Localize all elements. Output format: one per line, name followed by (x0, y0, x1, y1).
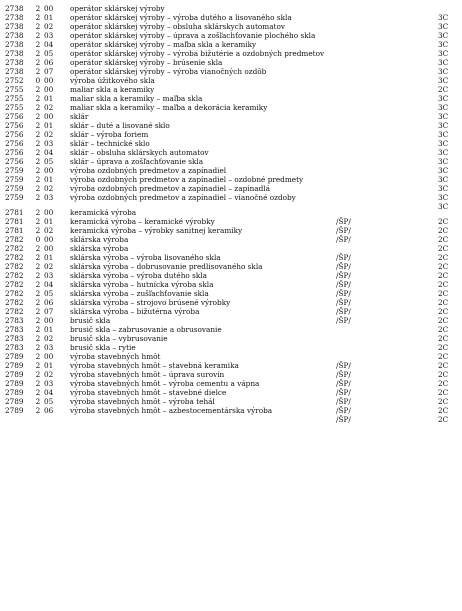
field-name: maliar skla a keramiky – maľba skla (70, 94, 203, 103)
field-name: výroba stavebných hmôt – výroba cementu a vápna (70, 379, 260, 388)
field-digit: 2 (35, 298, 41, 307)
field-code: 2738 (5, 13, 24, 22)
field-name: operátor sklárskej výroby – maľba skla a keramiky (70, 40, 257, 49)
field-subcode: 01 (44, 175, 54, 184)
field-digit: 0 (35, 235, 41, 244)
field-code: 2756 (5, 148, 24, 157)
field-digit: 2 (35, 31, 41, 40)
field-code: 2789 (5, 379, 24, 388)
field-level: 2C (438, 235, 449, 244)
field-code: 2783 (5, 343, 24, 352)
field-digit: 2 (35, 85, 41, 94)
field-code: 2738 (5, 49, 24, 58)
field-subcode: 00 (44, 352, 54, 361)
field-digit: 2 (35, 157, 41, 166)
field-digit: 2 (35, 280, 41, 289)
field-digit: 2 (35, 307, 41, 316)
field-name: operátor sklárskej výroby – úprava a zošľachťovanie plochého skla (70, 31, 316, 40)
field-digit: 2 (35, 4, 41, 13)
field-subcode: 02 (44, 22, 54, 31)
field-name: maliar skla a keramiky – maľba a dekorácia keramiky (70, 103, 268, 112)
field-subcode: 02 (44, 370, 54, 379)
field-subcode: 05 (44, 49, 54, 58)
field-code: 2759 (5, 175, 24, 184)
field-code: 2738 (5, 58, 24, 67)
field-level: 2C (438, 253, 449, 262)
field-level: 3C (438, 112, 449, 121)
field-subcode: 03 (44, 31, 54, 40)
field-digit: 2 (35, 325, 41, 334)
field-subcode: 01 (44, 253, 54, 262)
field-name: sklárska výroba – bižutérna výroba (70, 307, 200, 316)
field-digit: 2 (35, 58, 41, 67)
field-name: operátor sklárskej výroby – výroba bižutérie a ozdobných predmetov (70, 49, 325, 58)
field-level: 2C (438, 280, 449, 289)
field-code: 2738 (5, 67, 24, 76)
field-name: výroba stavebných hmôt – výroba tehál (70, 397, 215, 406)
field-name: brusič skla (70, 316, 111, 325)
field-digit: 2 (35, 94, 41, 103)
field-digit: 2 (35, 244, 41, 253)
field-level: 3C (438, 139, 449, 148)
field-digit: 2 (35, 370, 41, 379)
field-code: 2782 (5, 235, 24, 244)
field-note: /ŠP/ (336, 397, 351, 406)
field-name: sklárska výroba (70, 244, 129, 253)
field-digit: 2 (35, 262, 41, 271)
field-level: 2C (438, 298, 449, 307)
field-name: výroba stavebných hmôt – úprava surovín (70, 370, 225, 379)
field-digit: 2 (35, 103, 41, 112)
field-subcode: 00 (44, 85, 54, 94)
field-subcode: 01 (44, 13, 54, 22)
field-level: 3C (438, 184, 449, 193)
field-code: 2738 (5, 22, 24, 31)
field-digit: 2 (35, 289, 41, 298)
field-subcode: 02 (44, 262, 54, 271)
field-name: sklárska výroba – zušľachťovanie skla (70, 289, 209, 298)
field-level: 2C (438, 343, 449, 352)
field-level: 3C (438, 67, 449, 76)
field-subcode: 06 (44, 406, 54, 415)
field-level: 3C (438, 130, 449, 139)
field-code: 2781 (5, 208, 24, 217)
field-note: /ŠP/ (336, 388, 351, 397)
field-level: 3C (438, 49, 449, 58)
list-item (0, 193, 462, 211)
field-note: /ŠP/ (336, 235, 351, 244)
field-note: /ŠP/ (336, 226, 351, 235)
field-name: výroba ozdobných predmetov a zapínadiel (70, 166, 227, 175)
field-note: /ŠP/ (336, 307, 351, 316)
field-level: 3C (438, 202, 449, 211)
field-name: sklár (70, 112, 89, 121)
field-subcode: 01 (44, 217, 54, 226)
field-level: 3C (438, 31, 449, 40)
field-level: 3C (438, 175, 449, 184)
field-name: sklárska výroba – dobrusovanie predlisovaného skla (70, 262, 263, 271)
field-subcode: 00 (44, 76, 54, 85)
field-digit: 2 (35, 226, 41, 235)
field-subcode: 05 (44, 397, 54, 406)
field-name: sklárska výroba – strojovo brúsené výrobky (70, 298, 231, 307)
field-code: 2783 (5, 316, 24, 325)
field-code: 2782 (5, 280, 24, 289)
field-code: 2789 (5, 388, 24, 397)
field-code: 2789 (5, 361, 24, 370)
field-code: 2756 (5, 130, 24, 139)
field-digit: 2 (35, 334, 41, 343)
field-level: 3C (438, 103, 449, 112)
field-digit: 2 (35, 343, 41, 352)
field-note: /ŠP/ (336, 298, 351, 307)
field-code: 2759 (5, 166, 24, 175)
field-code: 2755 (5, 85, 24, 94)
field-note: /ŠP/ (336, 262, 351, 271)
field-digit: 2 (35, 184, 41, 193)
field-name: výroba úžitkového skla (70, 76, 155, 85)
field-level: 3C (438, 76, 449, 85)
field-code: 2781 (5, 226, 24, 235)
field-code: 2738 (5, 40, 24, 49)
field-note: /ŠP/ (336, 316, 351, 325)
field-digit: 2 (35, 40, 41, 49)
field-level: 2C (438, 244, 449, 253)
field-name: výroba stavebných hmôt – stavebné dielce (70, 388, 227, 397)
field-level: 2C (438, 370, 449, 379)
field-code: 2755 (5, 103, 24, 112)
field-level: 3C (438, 157, 449, 166)
document-list (0, 4, 462, 424)
field-name: sklár – technické sklo (70, 139, 150, 148)
field-digit: 2 (35, 148, 41, 157)
field-code: 2782 (5, 298, 24, 307)
field-code: 2783 (5, 325, 24, 334)
field-subcode: 00 (44, 235, 54, 244)
field-name: operátor sklárskej výroby – brúsenie skla (70, 58, 223, 67)
field-level: 2C (438, 226, 449, 235)
field-code: 2782 (5, 271, 24, 280)
field-name: sklár – obsluha sklárskych automatov (70, 148, 209, 157)
field-note: /ŠP/ (336, 379, 351, 388)
field-level: 3C (438, 22, 449, 31)
field-code: 2789 (5, 397, 24, 406)
field-level: 2C (438, 85, 449, 94)
field-code: 2756 (5, 139, 24, 148)
field-level: 3C (438, 58, 449, 67)
field-name: sklár – úprava a zošľachťovanie skla (70, 157, 204, 166)
field-note: /ŠP/ (336, 217, 351, 226)
field-note: /ŠP/ (336, 406, 351, 415)
field-digit: 2 (35, 253, 41, 262)
field-name: keramická výroba (70, 208, 137, 217)
field-note: /ŠP/ (336, 280, 351, 289)
field-subcode: 02 (44, 184, 54, 193)
field-digit: 2 (35, 175, 41, 184)
field-subcode: 03 (44, 271, 54, 280)
field-name: sklár – duté a lisované sklo (70, 121, 170, 130)
field-name: brusič skla – rytie (70, 343, 136, 352)
field-code: 2782 (5, 253, 24, 262)
field-name: výroba stavebných hmôt – stavebná keramika (70, 361, 239, 370)
field-subcode: 04 (44, 148, 54, 157)
field-name: operátor sklárskej výroby – výroba dutého a lisovaného skla (70, 13, 292, 22)
field-subcode: 02 (44, 130, 54, 139)
field-name: maliar skla a keramiky (70, 85, 155, 94)
field-name: brusič skla – vybrusovanie (70, 334, 168, 343)
field-digit: 2 (35, 166, 41, 175)
field-level: 2C (438, 262, 449, 271)
field-level: 2C (438, 325, 449, 334)
field-subcode: 03 (44, 193, 54, 202)
field-code: 2782 (5, 244, 24, 253)
field-name: výroba ozdobných predmetov a zapínadiel – zapínadlá (70, 184, 270, 193)
field-subcode: 00 (44, 4, 54, 13)
list-item (0, 406, 462, 424)
field-subcode: 03 (44, 379, 54, 388)
field-note: /ŠP/ (336, 415, 351, 424)
field-subcode: 03 (44, 343, 54, 352)
field-name: operátor sklárskej výroby – obsluha sklárskych automatov (70, 22, 286, 31)
field-digit: 2 (35, 67, 41, 76)
field-subcode: 02 (44, 103, 54, 112)
field-level: 2C (438, 217, 449, 226)
field-subcode: 07 (44, 67, 54, 76)
field-digit: 2 (35, 397, 41, 406)
field-subcode: 05 (44, 157, 54, 166)
field-code: 2782 (5, 307, 24, 316)
field-level: 2C (438, 316, 449, 325)
field-level: 3C (438, 94, 449, 103)
field-code: 2756 (5, 157, 24, 166)
field-subcode: 00 (44, 166, 54, 175)
field-code: 2782 (5, 289, 24, 298)
field-subcode: 06 (44, 298, 54, 307)
field-subcode: 04 (44, 40, 54, 49)
field-note: /ŠP/ (336, 370, 351, 379)
field-digit: 2 (35, 388, 41, 397)
field-code: 2756 (5, 112, 24, 121)
field-name: operátor sklárskej výroby – výroba vianočných ozdôb (70, 67, 267, 76)
field-code: 2738 (5, 31, 24, 40)
field-digit: 0 (35, 76, 41, 85)
field-level: 2C (438, 415, 449, 424)
field-note: /ŠP/ (336, 361, 351, 370)
list-item (0, 235, 462, 253)
field-level: 3C (438, 148, 449, 157)
field-digit: 2 (35, 112, 41, 121)
field-subcode: 00 (44, 208, 54, 217)
field-subcode: 04 (44, 280, 54, 289)
field-name: výroba stavebných hmôt – azbestocementárska výroba (70, 406, 273, 415)
field-digit: 2 (35, 217, 41, 226)
field-level: 2C (438, 271, 449, 280)
field-digit: 2 (35, 379, 41, 388)
field-name: sklárska výroba – výroba dutého skla (70, 271, 207, 280)
field-code: 2781 (5, 217, 24, 226)
field-name: sklárska výroba (70, 235, 129, 244)
field-name: keramická výroba – výrobky sanitnej keramiky (70, 226, 243, 235)
field-code: 2756 (5, 121, 24, 130)
field-subcode: 05 (44, 289, 54, 298)
field-note: /ŠP/ (336, 271, 351, 280)
field-subcode: 01 (44, 361, 54, 370)
field-subcode: 02 (44, 226, 54, 235)
field-subcode: 01 (44, 121, 54, 130)
field-subcode: 00 (44, 112, 54, 121)
field-digit: 2 (35, 13, 41, 22)
field-subcode: 00 (44, 316, 54, 325)
field-digit: 2 (35, 316, 41, 325)
field-name: sklárska výroba – hutnícka výroba skla (70, 280, 214, 289)
field-level: 3C (438, 166, 449, 175)
field-digit: 2 (35, 130, 41, 139)
field-name: výroba ozdobných predmetov a zapínadiel – ozdobné predmety (70, 175, 304, 184)
field-code: 2789 (5, 352, 24, 361)
field-name: výroba stavebných hmôt (70, 352, 161, 361)
field-subcode: 06 (44, 58, 54, 67)
field-code: 2755 (5, 94, 24, 103)
field-level: 2C (438, 406, 449, 415)
field-digit: 2 (35, 406, 41, 415)
field-level: 2C (438, 352, 449, 361)
field-subcode: 01 (44, 94, 54, 103)
field-name: výroba ozdobných predmetov a zapínadiel – vianočné ozdoby (70, 193, 296, 202)
field-level: 2C (438, 361, 449, 370)
field-level: 3C (438, 13, 449, 22)
field-subcode: 02 (44, 334, 54, 343)
field-level: 2C (438, 289, 449, 298)
field-digit: 2 (35, 361, 41, 370)
field-name: sklár – výroba foriem (70, 130, 149, 139)
field-code: 2759 (5, 184, 24, 193)
field-subcode: 07 (44, 307, 54, 316)
field-digit: 2 (35, 139, 41, 148)
field-name: brusič skla – zabrusovanie a obrusovanie (70, 325, 222, 334)
field-code: 2783 (5, 334, 24, 343)
field-code: 2738 (5, 4, 24, 13)
field-subcode: 04 (44, 388, 54, 397)
field-digit: 2 (35, 22, 41, 31)
field-level: 2C (438, 307, 449, 316)
field-name: sklárska výroba – výroba lisovaného skla (70, 253, 221, 262)
field-digit: 2 (35, 271, 41, 280)
field-code: 2759 (5, 193, 24, 202)
field-level: 2C (438, 397, 449, 406)
field-digit: 2 (35, 49, 41, 58)
field-level: 2C (438, 388, 449, 397)
field-subcode: 00 (44, 244, 54, 253)
field-digit: 2 (35, 121, 41, 130)
field-level: 3C (438, 193, 449, 202)
field-level: 3C (438, 121, 449, 130)
field-note: /ŠP/ (336, 289, 351, 298)
field-code: 2782 (5, 262, 24, 271)
field-digit: 2 (35, 352, 41, 361)
field-code: 2789 (5, 406, 24, 415)
field-level: 3C (438, 40, 449, 49)
field-name: operátor sklárskej výroby (70, 4, 165, 13)
field-note: /ŠP/ (336, 253, 351, 262)
field-digit: 2 (35, 208, 41, 217)
field-name: keramická výroba – keramické výrobky (70, 217, 215, 226)
field-code: 2789 (5, 370, 24, 379)
field-level: 2C (438, 379, 449, 388)
field-code: 2752 (5, 76, 24, 85)
field-subcode: 01 (44, 325, 54, 334)
field-subcode: 03 (44, 139, 54, 148)
field-level: 2C (438, 334, 449, 343)
field-digit: 2 (35, 193, 41, 202)
